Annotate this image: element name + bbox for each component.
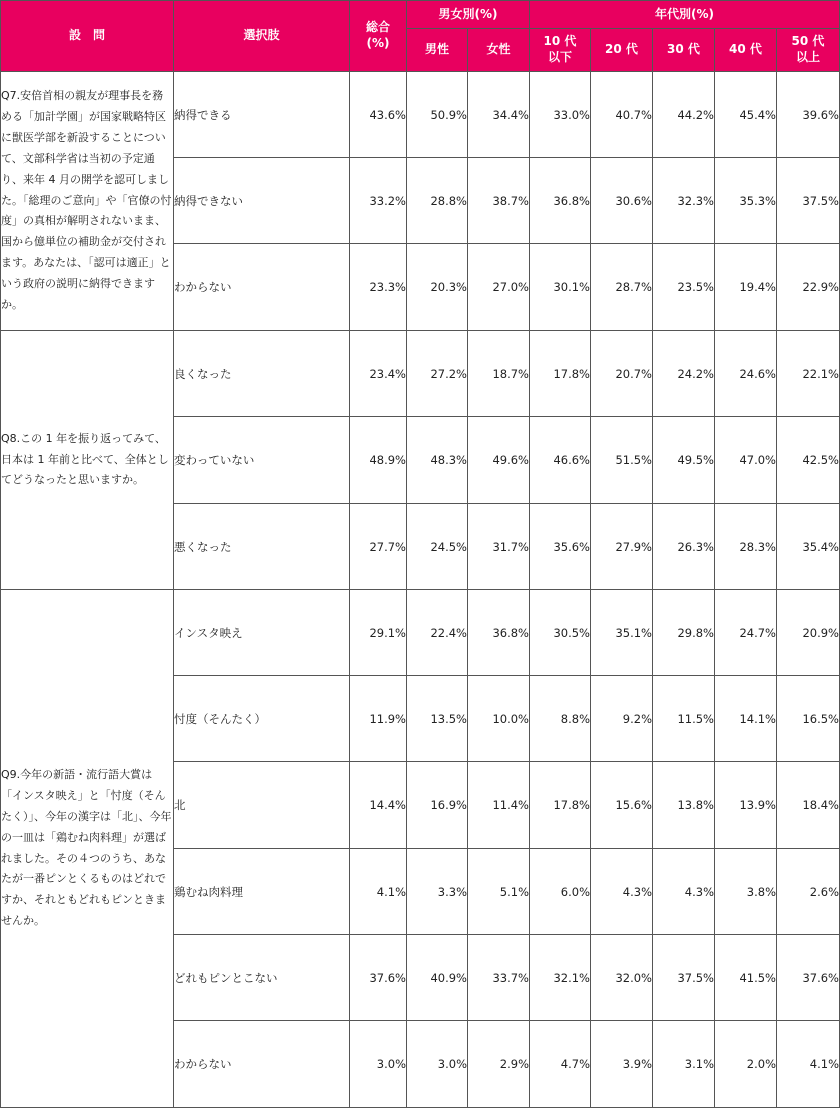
table-header	[1, 1, 840, 72]
choice-label: インスタ映え	[174, 590, 350, 676]
question-column-header: 設 問	[1, 1, 174, 72]
column-header: 10 代 以下	[530, 29, 591, 72]
percentage-cell: 2.0%	[715, 1021, 777, 1108]
percentage-cell: 33.7%	[468, 935, 530, 1021]
percentage-cell: 11.9%	[350, 676, 407, 762]
percentage-cell: 51.5%	[591, 417, 653, 504]
percentage-cell: 13.9%	[715, 762, 777, 849]
percentage-cell: 23.5%	[653, 244, 715, 331]
percentage-cell: 23.3%	[350, 244, 407, 331]
percentage-cell: 28.8%	[407, 158, 468, 244]
percentage-cell: 26.3%	[653, 504, 715, 590]
choice-label: わからない	[174, 1021, 350, 1108]
percentage-cell: 44.2%	[653, 72, 715, 158]
percentage-cell: 17.8%	[530, 762, 591, 849]
percentage-cell: 11.5%	[653, 676, 715, 762]
percentage-cell: 49.6%	[468, 417, 530, 504]
question-text: Q7.安倍首相の親友が理事長を務める「加計学園」が国家戦略特区に獣医学部を新設することについて、文部科学省は当初の予定通り、来年 4 月の開学を認可しました。「総理のご意向」や「官僚の忖度」の真相が解明されないまま、国から億単位の補助金が交付されます。あなたは、「認可は適正」という政府の説明に納得できますか。	[1, 72, 174, 331]
percentage-cell: 18.4%	[777, 762, 840, 849]
percentage-cell: 43.6%	[350, 72, 407, 158]
percentage-cell: 28.7%	[591, 244, 653, 331]
total-column-header: 総合 (%)	[350, 1, 407, 72]
gender-group-header: 男女別(%)	[407, 1, 530, 29]
percentage-cell: 36.8%	[468, 590, 530, 676]
percentage-cell: 38.7%	[468, 158, 530, 244]
percentage-cell: 30.1%	[530, 244, 591, 331]
percentage-cell: 27.9%	[591, 504, 653, 590]
percentage-cell: 22.1%	[777, 331, 840, 417]
percentage-cell: 11.4%	[468, 762, 530, 849]
percentage-cell: 3.3%	[407, 849, 468, 935]
age-group-header: 年代別(%)	[530, 1, 840, 29]
percentage-cell: 8.8%	[530, 676, 591, 762]
question-text: Q8.この 1 年を振り返ってみて、日本は 1 年前と比べて、全体としてどうなったと思いますか。	[1, 331, 174, 590]
percentage-cell: 45.4%	[715, 72, 777, 158]
percentage-cell: 28.3%	[715, 504, 777, 590]
percentage-cell: 35.4%	[777, 504, 840, 590]
question-text: Q9.今年の新語・流行語大賞は「インスタ映え」と「忖度（そんたく）」、今年の漢字は「北」、今年の一皿は「鶏むね肉料理」が選ばれました。その４つのうち、あなたが一番ピンとくるものはどれですか、それともどれもピンときませんか。	[1, 590, 174, 1108]
percentage-cell: 24.7%	[715, 590, 777, 676]
percentage-cell: 37.5%	[777, 158, 840, 244]
column-header: 男性	[407, 29, 468, 72]
percentage-cell: 16.9%	[407, 762, 468, 849]
percentage-cell: 6.0%	[530, 849, 591, 935]
percentage-cell: 22.4%	[407, 590, 468, 676]
percentage-cell: 3.0%	[407, 1021, 468, 1108]
percentage-cell: 47.0%	[715, 417, 777, 504]
percentage-cell: 41.5%	[715, 935, 777, 1021]
percentage-cell: 37.6%	[777, 935, 840, 1021]
percentage-cell: 36.8%	[530, 158, 591, 244]
percentage-cell: 4.1%	[350, 849, 407, 935]
choice-label: 鶏むね肉料理	[174, 849, 350, 935]
percentage-cell: 50.9%	[407, 72, 468, 158]
choice-label: 納得できる	[174, 72, 350, 158]
choice-label: 納得できない	[174, 158, 350, 244]
percentage-cell: 20.3%	[407, 244, 468, 331]
percentage-cell: 20.9%	[777, 590, 840, 676]
percentage-cell: 35.6%	[530, 504, 591, 590]
table-row	[1, 590, 840, 676]
percentage-cell: 4.3%	[591, 849, 653, 935]
percentage-cell: 27.0%	[468, 244, 530, 331]
percentage-cell: 40.7%	[591, 72, 653, 158]
percentage-cell: 15.6%	[591, 762, 653, 849]
percentage-cell: 27.7%	[350, 504, 407, 590]
choice-label: わからない	[174, 244, 350, 331]
percentage-cell: 3.8%	[715, 849, 777, 935]
percentage-cell: 48.9%	[350, 417, 407, 504]
percentage-cell: 3.9%	[591, 1021, 653, 1108]
percentage-cell: 17.8%	[530, 331, 591, 417]
percentage-cell: 48.3%	[407, 417, 468, 504]
percentage-cell: 29.8%	[653, 590, 715, 676]
percentage-cell: 18.7%	[468, 331, 530, 417]
percentage-cell: 35.1%	[591, 590, 653, 676]
percentage-cell: 10.0%	[468, 676, 530, 762]
choice-label: 悪くなった	[174, 504, 350, 590]
percentage-cell: 5.1%	[468, 849, 530, 935]
percentage-cell: 9.2%	[591, 676, 653, 762]
percentage-cell: 24.2%	[653, 331, 715, 417]
choice-label: 変わっていない	[174, 417, 350, 504]
percentage-cell: 3.0%	[350, 1021, 407, 1108]
percentage-cell: 14.1%	[715, 676, 777, 762]
percentage-cell: 3.1%	[653, 1021, 715, 1108]
percentage-cell: 35.3%	[715, 158, 777, 244]
table-row	[1, 72, 840, 158]
choice-label: 忖度（そんたく）	[174, 676, 350, 762]
percentage-cell: 19.4%	[715, 244, 777, 331]
percentage-cell: 32.1%	[530, 935, 591, 1021]
percentage-cell: 27.2%	[407, 331, 468, 417]
percentage-cell: 4.3%	[653, 849, 715, 935]
percentage-cell: 37.6%	[350, 935, 407, 1021]
choice-column-header: 選択肢	[174, 1, 350, 72]
percentage-cell: 14.4%	[350, 762, 407, 849]
percentage-cell: 37.5%	[653, 935, 715, 1021]
percentage-cell: 29.1%	[350, 590, 407, 676]
percentage-cell: 49.5%	[653, 417, 715, 504]
table-row	[1, 331, 840, 417]
percentage-cell: 30.6%	[591, 158, 653, 244]
column-header: 30 代	[653, 29, 715, 72]
column-header: 女性	[468, 29, 530, 72]
percentage-cell: 20.7%	[591, 331, 653, 417]
percentage-cell: 33.2%	[350, 158, 407, 244]
percentage-cell: 24.5%	[407, 504, 468, 590]
percentage-cell: 46.6%	[530, 417, 591, 504]
percentage-cell: 32.0%	[591, 935, 653, 1021]
percentage-cell: 4.7%	[530, 1021, 591, 1108]
percentage-cell: 22.9%	[777, 244, 840, 331]
column-header: 50 代 以上	[777, 29, 840, 72]
percentage-cell: 40.9%	[407, 935, 468, 1021]
choice-label: 北	[174, 762, 350, 849]
percentage-cell: 42.5%	[777, 417, 840, 504]
column-header: 20 代	[591, 29, 653, 72]
percentage-cell: 2.6%	[777, 849, 840, 935]
percentage-cell: 31.7%	[468, 504, 530, 590]
percentage-cell: 16.5%	[777, 676, 840, 762]
percentage-cell: 24.6%	[715, 331, 777, 417]
percentage-cell: 2.9%	[468, 1021, 530, 1108]
percentage-cell: 13.8%	[653, 762, 715, 849]
choice-label: 良くなった	[174, 331, 350, 417]
percentage-cell: 34.4%	[468, 72, 530, 158]
percentage-cell: 39.6%	[777, 72, 840, 158]
percentage-cell: 23.4%	[350, 331, 407, 417]
table-body	[1, 72, 840, 1108]
percentage-cell: 4.1%	[777, 1021, 840, 1108]
percentage-cell: 30.5%	[530, 590, 591, 676]
percentage-cell: 13.5%	[407, 676, 468, 762]
choice-label: どれもピンとこない	[174, 935, 350, 1021]
percentage-cell: 32.3%	[653, 158, 715, 244]
percentage-cell: 33.0%	[530, 72, 591, 158]
column-header: 40 代	[715, 29, 777, 72]
